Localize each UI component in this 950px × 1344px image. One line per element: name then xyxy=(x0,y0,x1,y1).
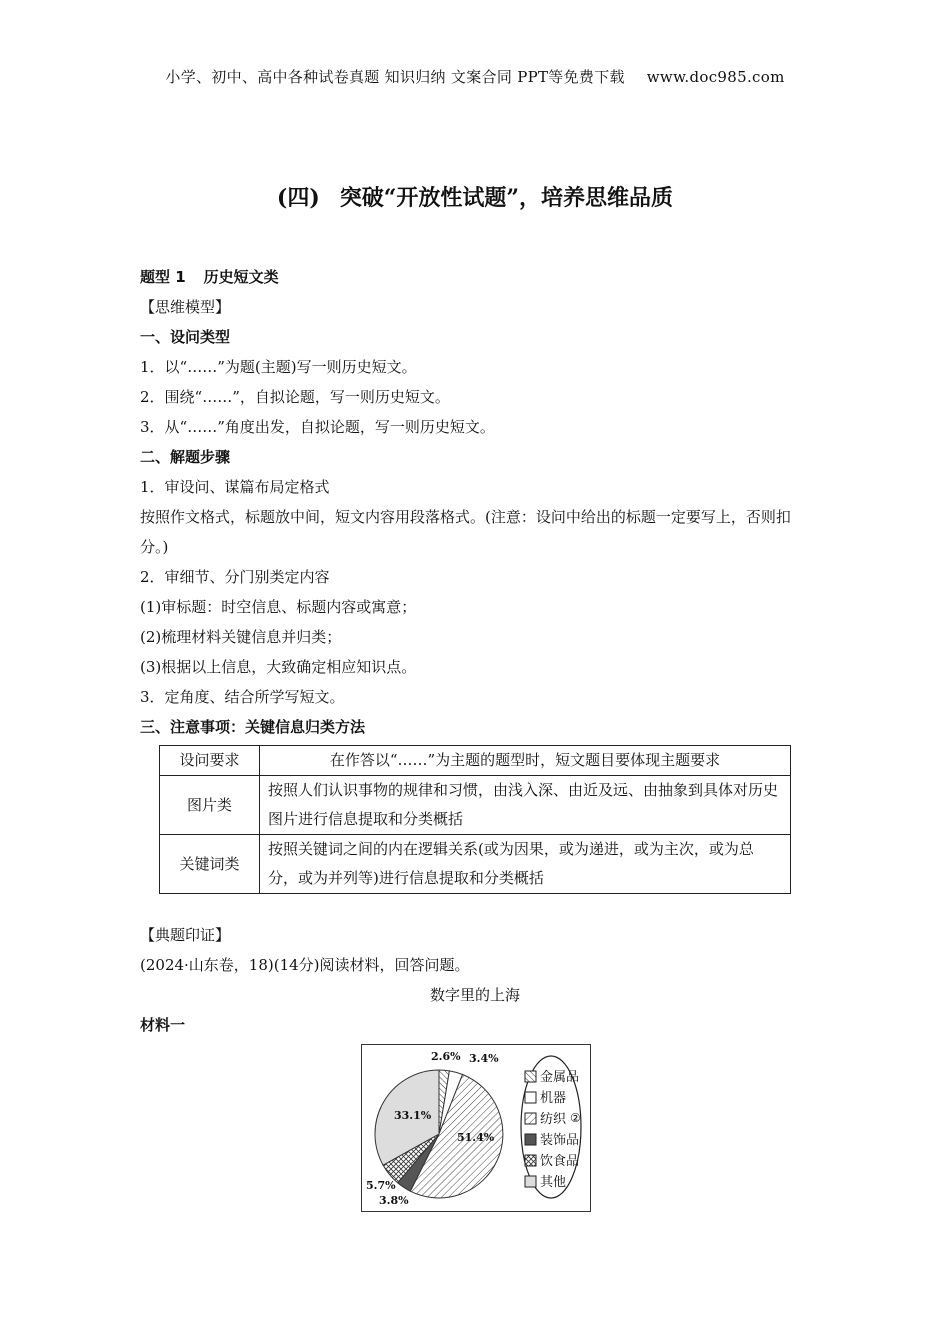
textile-annotation: ② xyxy=(570,1111,581,1125)
pie-chart xyxy=(361,1044,591,1216)
legend-metal: 金属品 xyxy=(540,1070,580,1085)
legend-machine: 机器 xyxy=(540,1091,567,1106)
legend-swatch-textile xyxy=(525,1113,536,1124)
table-value: 在作答以“……”为主题的题型时，短文题目要体现主题要求 xyxy=(260,746,791,776)
legend-swatch-food xyxy=(525,1155,536,1166)
type-label: 题型 1 xyxy=(140,268,186,286)
legend-decor: 装饰品 xyxy=(540,1133,580,1148)
step2-item: (2)梳理材料关键信息并归类； xyxy=(140,628,342,646)
legend-swatch-other xyxy=(525,1176,536,1187)
legend-textile: 纺织 xyxy=(540,1112,567,1127)
title-number: (四) xyxy=(276,185,320,211)
label-food: 5.7% xyxy=(366,1179,396,1192)
label-metal: 2.6% xyxy=(431,1050,461,1063)
table-value: 按照人们认识事物的规律和习惯，由浅入深、由近及远、由抽象到具体对历史图片进行信息提取和分类概括 xyxy=(260,776,791,835)
step2-item: (1)审标题：时空信息、标题内容或寓意； xyxy=(140,598,417,616)
part1-item: 1．以“……”为题(主题)写一则历史短文。 xyxy=(140,358,417,376)
part1-heading: 一、设问类型 xyxy=(140,328,231,346)
step2: 2．审细节、分门别类定内容 xyxy=(140,568,330,586)
example-source: (2024·山东卷，18)(14分)阅读材料，回答问题。 xyxy=(140,956,470,974)
part1-item: 2．围绕“……”，自拟论题，写一则历史短文。 xyxy=(140,388,450,406)
classification-table xyxy=(159,745,791,894)
part1-item: 3．从“……”角度出发，自拟论题，写一则历史短文。 xyxy=(140,418,495,436)
table-value: 按照关键词之间的内在逻辑关系(或为因果，或为递进，或为主次，或为总分，或为并列等)进行信息提取和分类概括 xyxy=(260,835,791,894)
step1-detail: 按照作文格式，标题放中间，短文内容用段落格式。(注意：设问中给出的标题一定要写上，否则扣分。) xyxy=(140,508,791,556)
pie-chart-svg xyxy=(361,1044,591,1212)
chart-title: 数字里的上海 xyxy=(429,986,520,1004)
example-heading: 【典题印证】 xyxy=(140,926,231,944)
legend-swatch-machine xyxy=(525,1092,536,1103)
main-content xyxy=(140,262,810,742)
type-name: 历史短文类 xyxy=(203,268,279,286)
page-title xyxy=(0,181,950,212)
model-heading: 【思维模型】 xyxy=(140,298,231,316)
legend-other: 其他 xyxy=(540,1175,567,1190)
step1: 1．审设问、谋篇布局定格式 xyxy=(140,478,330,496)
header-left-text: 小学、初中、高中各种试卷真题 知识归纳 文案合同 PPT等免费下载 xyxy=(165,68,625,86)
page-header xyxy=(0,66,950,87)
table-row xyxy=(160,746,791,776)
header-url[interactable]: www.doc985.com xyxy=(646,68,785,86)
legend-swatch-decor xyxy=(525,1134,536,1145)
table-row xyxy=(160,776,791,835)
label-textile: 51.4% xyxy=(457,1131,495,1144)
label-machine: 3.4% xyxy=(469,1052,499,1065)
table-row xyxy=(160,835,791,894)
table-key: 设问要求 xyxy=(160,746,260,776)
part3-heading: 三、注意事项：关键信息归类方法 xyxy=(140,718,366,736)
legend-swatch-metal xyxy=(525,1071,536,1082)
table-key: 关键词类 xyxy=(160,835,260,894)
label-decor: 3.8% xyxy=(379,1194,409,1207)
material-label: 材料一 xyxy=(140,1016,186,1034)
step2-item: (3)根据以上信息，大致确定相应知识点。 xyxy=(140,658,417,676)
table-key: 图片类 xyxy=(160,776,260,835)
part2-heading: 二、解题步骤 xyxy=(140,448,231,466)
legend-food: 饮食品 xyxy=(540,1154,580,1169)
title-text: 突破“开放性试题”，培养思维品质 xyxy=(339,185,674,211)
question-type-heading xyxy=(140,262,810,292)
step3: 3．定角度、结合所学写短文。 xyxy=(140,688,345,706)
label-other: 33.1% xyxy=(394,1109,432,1122)
